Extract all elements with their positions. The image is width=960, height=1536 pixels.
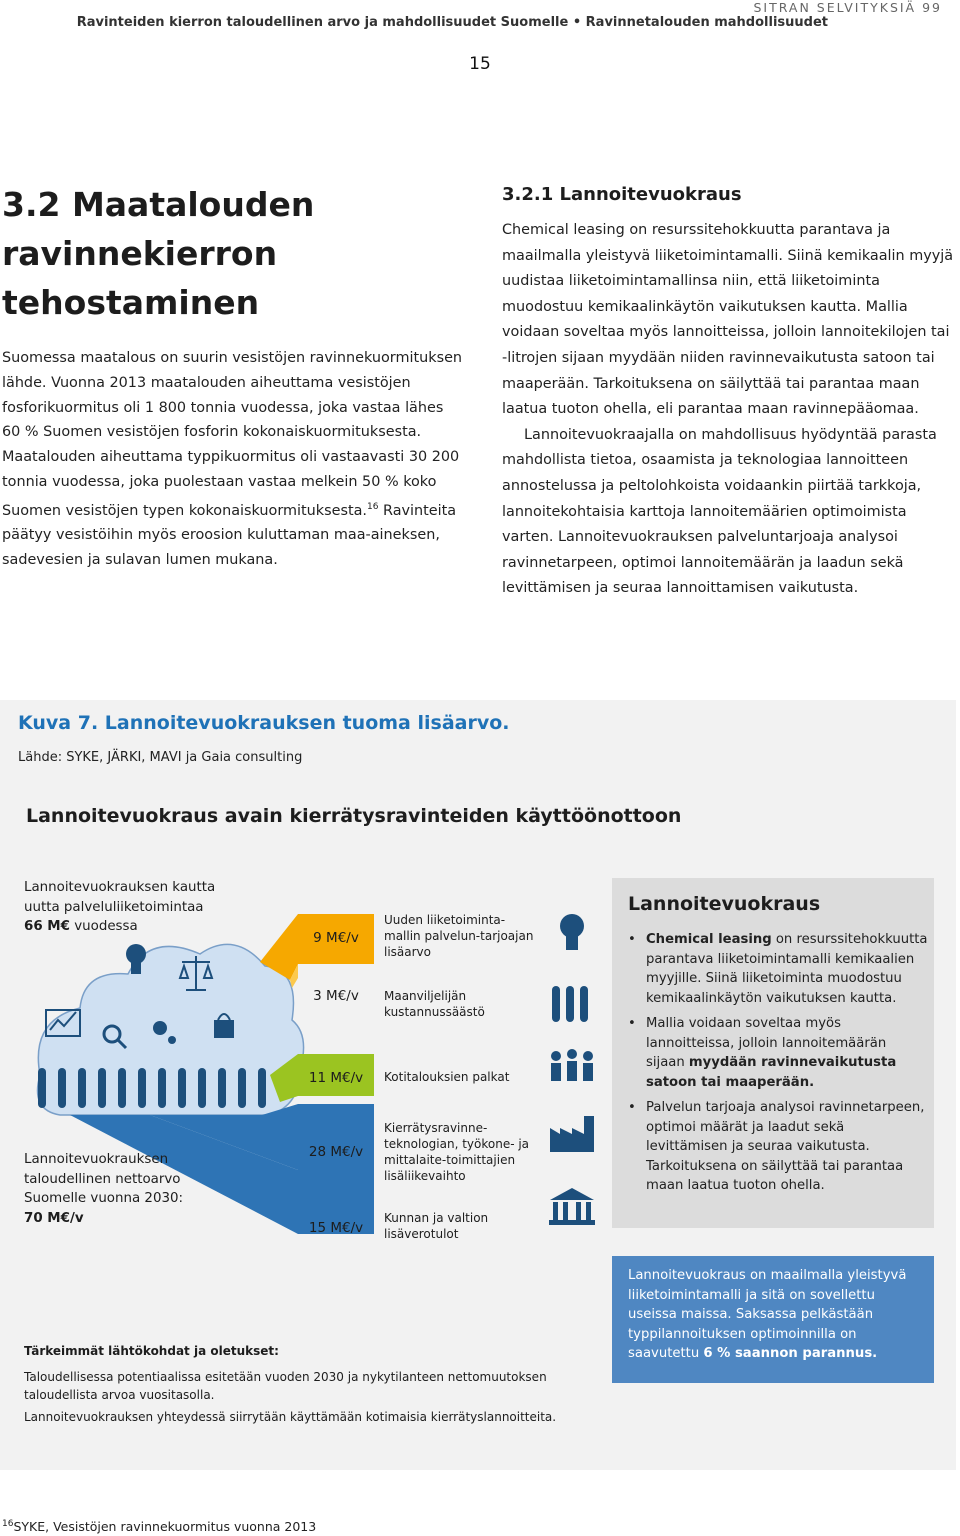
text-line: Kotitalouksien palkat — [384, 1070, 510, 1084]
text-line: Lannoitevuokrauksen — [24, 1152, 169, 1167]
wheat-icon — [118, 1068, 126, 1108]
flow-label — [384, 1069, 509, 1085]
text-line: mallin palvelun-tarjoajan — [384, 929, 534, 943]
running-header: Ravinteiden kierron taloudellinen arvo ja mahdollisuudet Suomelle • Ravinnetalouden mahdollisuudet — [76, 15, 828, 30]
flow-value: 3 M€/v — [313, 988, 359, 1004]
flow-label — [384, 1120, 529, 1184]
footnote-number: 16 — [2, 1519, 14, 1529]
wheat-icon — [218, 1068, 226, 1108]
footnote — [2, 1519, 316, 1534]
section-title-line: tehostaminen — [2, 283, 260, 322]
subsection-paragraph: Lannoitevuokraajalla on mahdollisuus hyödyntää parasta mahdollista tietoa, osaamista ja teknologiaa lannoitteen annostelussa ja peltolohkoista voidaankin piirtää tarkkoja, lannoitekohtaisia karttoja lannoitemäärien optimoimista varten. Lannoitevuokrauksen palveluntarjoaja analysoi ravinnetarpeen, optimoi lannoitemäärän ja laadun sekä levittämisen ja seuraa lannoittamisen vaikutusta. — [502, 426, 937, 597]
text-line: lisäverotulot — [384, 1227, 459, 1241]
value-highlight: 66 M€ — [24, 919, 70, 934]
text-line: lisäarvo — [384, 945, 432, 959]
assumptions — [24, 1342, 584, 1426]
factory-icon — [550, 1116, 594, 1152]
text-fragment: vuodessa — [69, 919, 138, 934]
text-line — [24, 1209, 183, 1229]
paragraph-text: Suomessa maatalous on suurin vesistöjen ravinnekuormituksen lähde. Vuonna 2013 maatalouden aiheuttama vesistöjen fosforikuormitus oli 1 800 tonnia vuodessa, joka vastaa lähes 60 % Suomen vesistöjen fosforin kokonaiskuormituksesta. Maatalouden aiheuttama typpikuormitus oli vastaavasti 30 200 tonnia vuodessa, joka puolestaan vastaa melkein 50 % koko Suomen vesistöjen typen kokonaiskuormituksesta. — [2, 350, 463, 519]
text-line: uutta palveluliiketoimintaa — [24, 899, 204, 915]
flow-bar-28 — [298, 1104, 374, 1170]
text-line: Lannoitevuokrauksen kautta — [24, 880, 216, 895]
section-title-line: ravinnekierron — [2, 234, 278, 273]
wheat-icon — [138, 1068, 146, 1108]
info-box-title: Lannoitevuokraus — [628, 893, 821, 915]
list-item — [628, 930, 928, 1008]
section-paragraph — [2, 346, 464, 573]
list-item-text: Palvelun tarjoaja analysoi ravinnetarpeen, optimoi määrät ja laadut sekä levittämisen ja seuraa vaikutusta. Tarkoituksena on säilyttää tai parantaa maan laatua tuoton ohella. — [646, 1100, 925, 1193]
wheat-icon — [98, 1068, 106, 1108]
info-box-list — [628, 930, 928, 1202]
flow-value: 28 M€/v — [308, 1144, 364, 1160]
value-highlight: 70 M€/v — [24, 1210, 84, 1226]
text-line: Maanviljelijän — [384, 989, 467, 1003]
list-item-text: Mallia voidaan soveltaa myös lannoitteissa, jolloin lannoitemäärän sijaan — [646, 1016, 887, 1070]
wheat-icon — [38, 1068, 46, 1108]
flow-label — [384, 988, 485, 1020]
flow-label — [384, 912, 533, 960]
page-number: 15 — [469, 54, 491, 74]
net-value-text — [24, 1150, 183, 1228]
government-icon — [549, 1188, 595, 1225]
figure-caption: Kuva 7. Lannoitevuokrauksen tuoma lisäarvo. — [18, 712, 510, 734]
lightbulb-icon — [560, 914, 584, 950]
series-title: SITRAN SELVITYKSIÄ 99 — [753, 0, 942, 15]
flow-value: 9 M€/v — [313, 930, 359, 946]
info-box-blue — [612, 1256, 934, 1383]
wheat-icon — [178, 1068, 186, 1108]
bold-text: Chemical leasing — [646, 932, 772, 947]
text-line: mittalaite-toimittajien — [384, 1153, 516, 1167]
list-item — [628, 1098, 928, 1196]
wheat-icon — [238, 1068, 246, 1108]
flow-value: 15 M€/v — [308, 1220, 364, 1236]
text-line: lisäliikevaihto — [384, 1169, 466, 1183]
paragraph-text: Ravinteita päätyy vesistöihin myös eroosion kuluttaman maa-aineksen, sadevesien ja sulavan lumen mukana. — [2, 502, 457, 569]
list-item-text: on resurssitehokkuutta parantava liiketoimintamalli kemikaalien myyjille. Siinä liiketoiminta muodostuu kemikaalinkäytön vaikutuksen kautta. — [646, 932, 928, 1006]
flow-label — [384, 1210, 488, 1242]
assumptions-title: Tärkeimmät lähtökohdat ja oletukset: — [24, 1344, 279, 1358]
info-box-text — [628, 1266, 924, 1364]
wheat-icon — [158, 1068, 166, 1108]
flow-value: 11 M€/v — [308, 1070, 364, 1086]
text-line: kustannussäästö — [384, 1005, 485, 1019]
footnote-ref[interactable]: 16 — [367, 501, 379, 512]
subsection-paragraph: Chemical leasing on resurssitehokkuutta parantava ja maailmalla yleistyvä liiketoimintamalli. Siinä kemikaalin myyjä uudistaa liiketoimintamallinsa niin, että liiketoiminta muodostuu kemikaalinkäytön vaikutuksen kautta. Mallia voidaan soveltaa myös lannoitteissa, jolloin lannoitekilojen tai -litrojen sijaan myydään niiden ravinnevaikutusta satoon tai maaperään. Tarkoituksena on säilyttää tai parantaa maan laatua tuoton ohella, eli parantaa maan ravinnepääomaa. — [502, 222, 954, 418]
wheat-icon — [258, 1068, 266, 1108]
text-line: teknologian, työkone- ja — [384, 1137, 530, 1151]
section-title-line: 3.2 Maatalouden — [2, 185, 315, 224]
figure-source: Lähde: SYKE, JÄRKI, MAVI ja Gaia consulting — [18, 750, 303, 765]
people-icon — [551, 1049, 593, 1081]
info-box-grey — [612, 878, 934, 1228]
subsection-body — [502, 218, 958, 602]
wheat-icon — [58, 1068, 66, 1108]
figure-title: Lannoitevuokraus avain kierrätysravinteiden käyttöönottoon — [26, 805, 682, 827]
figure-panel — [0, 700, 956, 1470]
wheat-icon — [78, 1068, 86, 1108]
section-title — [2, 180, 322, 327]
assumption-line: Taloudellisessa potentiaalissa esitetään vuoden 2030 ja nykytilanteen nettomuutoksen taloudellista arvoa vuositasolla. — [24, 1370, 547, 1402]
wheat-icon — [552, 986, 588, 1022]
text-line: Suomelle vuonna 2030: — [24, 1191, 184, 1206]
text-line: Kunnan ja valtion — [384, 1211, 489, 1225]
text-line: Uuden liiketoiminta- — [384, 913, 506, 927]
list-item — [628, 1014, 928, 1092]
text-line: taloudellinen nettoarvo — [24, 1171, 181, 1187]
text-line: Kierrätysravinne- — [384, 1121, 488, 1135]
footnote-text: SYKE, Vesistöjen ravinnekuormitus vuonna 2013 — [13, 1519, 317, 1535]
bold-text: myydään ravinnevaikutusta satoon tai maaperään. — [646, 1055, 897, 1090]
subsection-title: 3.2.1 Lannoitevuokraus — [502, 184, 742, 205]
bold-text: 6 % saannon parannus. — [703, 1346, 878, 1361]
text-fragment: Lannoitevuokraus on maailmalla yleistyvä liiketoimintamalli ja sitä on sovellettu useissa maissa. Saksassa pelkästään typpilannoituksen optimoinnilla on saavutettu — [628, 1268, 907, 1361]
wheat-icon — [198, 1068, 206, 1108]
assumption-line: Lannoitevuokrauksen yhteydessä siirrytään käyttämään kotimaisia kierrätyslannoitteita. — [24, 1410, 557, 1424]
